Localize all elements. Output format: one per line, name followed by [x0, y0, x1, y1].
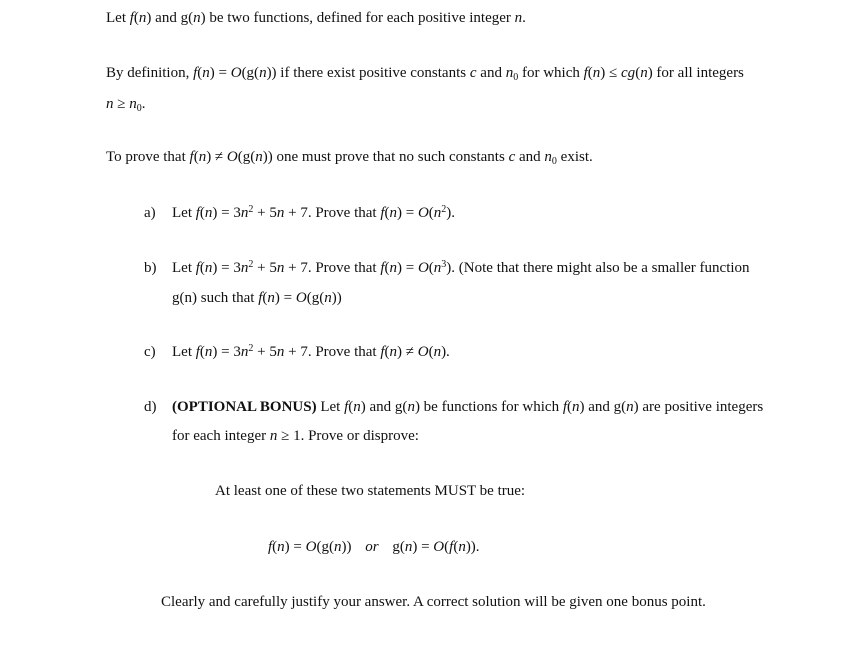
definition-line-2: $n \ge n_0$. — [106, 96, 146, 114]
item-d-closing: Clearly and carefully justify your answer. A correct solution will be given one bonus point. — [161, 594, 706, 610]
item-c-text: Let $f(n) = 3n^2 + 5n + 7$. Prove that f(n) ≠ O(n). — [172, 343, 450, 360]
disproof-line: To prove that f(n) ≠ O(g(n)) one must prove that no such constants c and $n_0$ exist. — [106, 149, 593, 167]
item-d-label: d) — [144, 399, 157, 415]
item-d-equation: f(n) = O(g(n)) or g(n) = O(f(n)). — [268, 539, 480, 555]
item-a-label: a) — [144, 205, 156, 221]
definition-line-1: By definition, f(n) = O(g(n)) if there exist positive constants c and $n_0$ for which f(n) ≤ cg(n) for all integers — [106, 65, 744, 83]
item-c-label: c) — [144, 344, 156, 360]
item-a-text: Let $f(n) = 3n^2 + 5n + 7$. Prove that $f(n) = O(n^2)$. — [172, 204, 456, 221]
item-d-statement: At least one of these two statements MUST be true: — [215, 483, 526, 499]
intro-line-1: Let f(n) and g(n) be two functions, defined for each positive integer n. — [106, 10, 526, 26]
item-b-text-2: g(n) such that f(n) = O(g(n)) — [172, 290, 342, 306]
item-b-label: b) — [144, 260, 157, 276]
item-d-text-2: for each integer n ≥ 1. Prove or disprove: — [172, 428, 419, 444]
item-b-text-1: Let $f(n) = 3n^2 + 5n + 7$. Prove that $f(n) = O(n^3)$. (Note that there might also be a smaller function — [172, 259, 750, 276]
item-d-text-1: (OPTIONAL BONUS) Let f(n) and g(n) be functions for which f(n) and g(n) are positive integers — [172, 399, 764, 415]
